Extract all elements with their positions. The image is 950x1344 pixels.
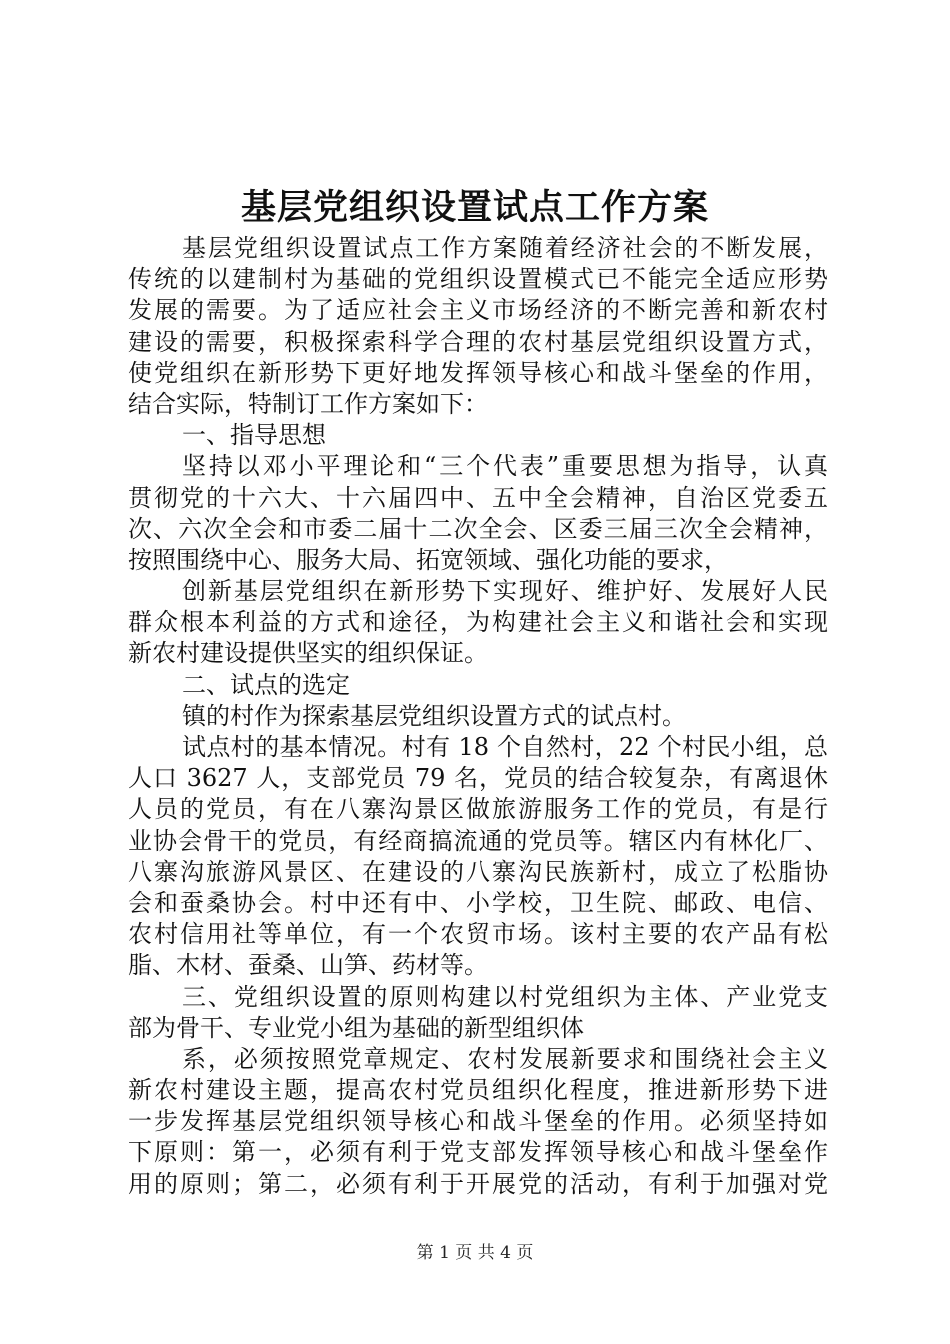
body-line: 结合实际，特制订工作方案如下： bbox=[128, 389, 488, 418]
body-line: 建设的需要，积极探索科学合理的农村基层党组织设置方式， bbox=[128, 327, 828, 356]
body-line: 部为骨干、专业党小组为基础的新型组织体 bbox=[128, 1013, 584, 1042]
body-line: 脂、木材、蚕桑、山笋、药材等。 bbox=[128, 951, 488, 980]
body-line: 下原则：第一，必须有利于党支部发挥领导核心和战斗堡垒作 bbox=[128, 1138, 828, 1167]
body-line: 人员的党员，有在八寨沟景区做旅游服务工作的党员，有是行 bbox=[128, 795, 828, 824]
body-line: 业协会骨干的党员，有经商搞流通的党员等。辖区内有林化厂、 bbox=[128, 826, 828, 855]
body-line: 基层党组织设置试点工作方案随着经济社会的不断发展， bbox=[182, 234, 828, 262]
body-line: 次、六次全会和市委二届十二次全会、区委三届三次全会精神， bbox=[128, 514, 828, 543]
body-line: 传统的以建制村为基础的党组织设置模式已不能完全适应形势 bbox=[128, 265, 828, 294]
body-line: 八寨沟旅游风景区、在建设的八寨沟民族新村，成立了松脂协 bbox=[128, 857, 828, 886]
body-line: 人口 3627 人，支部党员 79 名，党员的结合较复杂，有离退休 bbox=[128, 764, 828, 793]
body-line: 新农村建设提供坚实的组织保证。 bbox=[128, 639, 488, 668]
body-line: 镇的村作为探索基层党组织设置方式的试点村。 bbox=[182, 701, 686, 730]
section-heading: 一、指导思想 bbox=[182, 421, 326, 450]
body-line: 发展的需要。为了适应社会主义市场经济的不断完善和新农村 bbox=[128, 296, 828, 325]
body-line: 农村信用社等单位，有一个农贸市场。该村主要的农产品有松 bbox=[128, 920, 828, 949]
body-line: 贯彻党的十六大、十六届四中、五中全会精神，自治区党委五 bbox=[128, 483, 828, 512]
body-line: 试点村的基本情况。村有 18 个自然村，22 个村民小组，总 bbox=[182, 733, 828, 761]
body-line: 新农村建设主题，提高农村党员组织化程度，推进新形势下进 bbox=[128, 1076, 828, 1105]
body-line: 会和蚕桑协会。村中还有中、小学校，卫生院、邮政、电信、 bbox=[128, 888, 828, 917]
document-title: 基层党组织设置试点工作方案 bbox=[240, 187, 709, 228]
body-line: 群众根本利益的方式和途径，为构建社会主义和谐社会和实现 bbox=[128, 608, 828, 637]
body-line: 创新基层党组织在新形势下实现好、维护好、发展好人民 bbox=[182, 577, 828, 606]
body-line: 一步发挥基层党组织领导核心和战斗堡垒的作用。必须坚持如 bbox=[128, 1107, 828, 1136]
section-heading: 二、试点的选定 bbox=[182, 670, 350, 699]
body-line: 使党组织在新形势下更好地发挥领导核心和战斗堡垒的作用， bbox=[128, 358, 828, 387]
body-line: 系，必须按照党章规定、农村发展新要求和围绕社会主义 bbox=[182, 1044, 828, 1073]
section-heading: 三、党组织设置的原则构建以村党组织为主体、产业党支 bbox=[182, 982, 828, 1011]
body-line: 坚持以邓小平理论和“三个代表”重要思想为指导，认真 bbox=[182, 452, 828, 481]
document-body bbox=[128, 233, 828, 1200]
body-line: 按照围绕中心、服务大局、拓宽领域、强化功能的要求， bbox=[128, 545, 728, 574]
page-footer: 第 1 页 共 4 页 bbox=[416, 1243, 534, 1263]
body-line: 用的原则；第二，必须有利于开展党的活动，有利于加强对党 bbox=[128, 1169, 828, 1198]
